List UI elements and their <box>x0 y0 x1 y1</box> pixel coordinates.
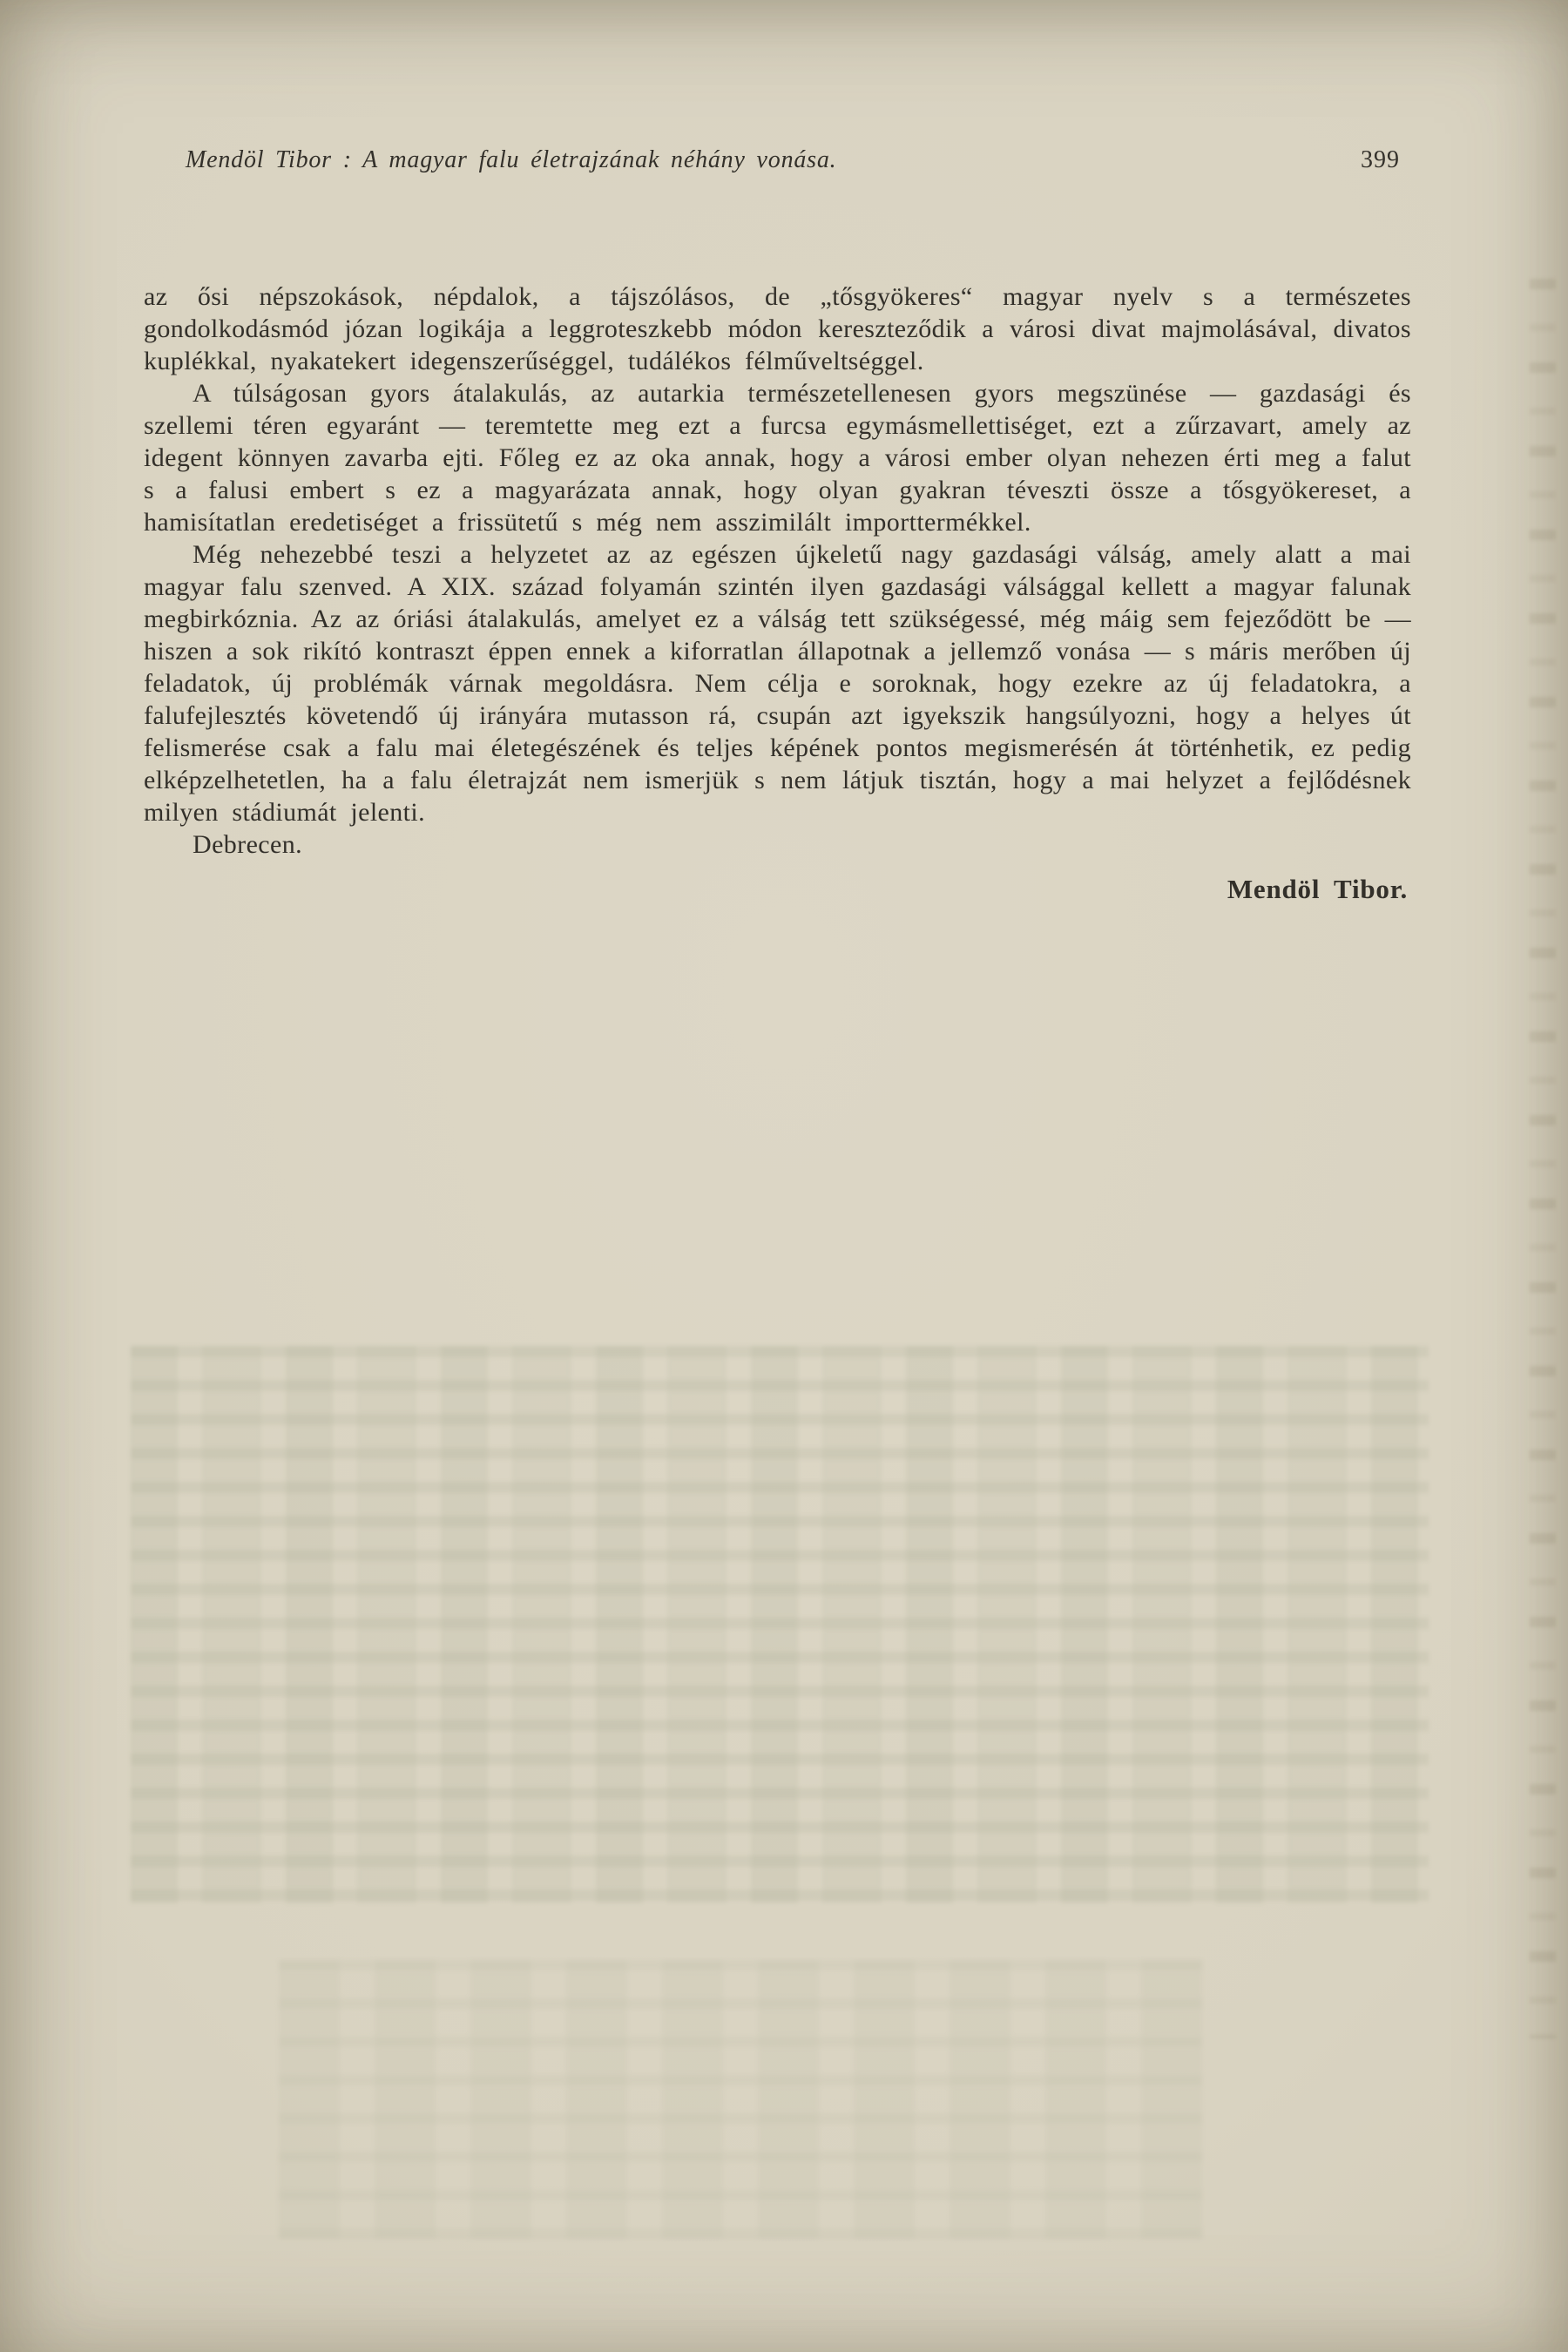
paragraph: az ősi népszokások, népdalok, a tájszólásos, de „tősgyökeres“ magyar nyelv s a természetes gondolkodásmód józan logikája a leggroteszkebb módon kereszteződik a városi divat majmolásával, divatos kuplékkal, nyakatekert idegenszerűséggel, tudálékos félműveltséggel. <box>144 282 1411 375</box>
paragraph: A túlságosan gyors átalakulás, az autarkia természetellenesen gyors megszünése — gazdasági és szellemi téren egyaránt — teremtette meg ezt a furcsa egymásmellettiséget, ezt a zűrzavart, amely az idegent könnyen zavarba ejti. Főleg ez az oka annak, hogy a városi ember olyan nehezen érti meg a falut s a falusi embert s ez a magyarázata annak, hogy olyan gyakran téveszti össze a tősgyökereset, a hamisítatlan eredetiséget a frissütetű s még nem asszimilált importtermékkel. <box>144 379 1411 537</box>
body-text-block <box>144 280 1411 932</box>
reverse-side-bleedthrough-texture <box>131 1346 1429 1903</box>
running-head <box>144 146 1407 181</box>
author-signature: Mendöl Tibor. <box>1227 874 1408 904</box>
running-head-title: Mendöl Tibor : A magyar falu életrajzának néhány vonása. <box>186 146 837 173</box>
paragraph-dateline: Debrecen. <box>193 830 303 859</box>
page-number: 399 <box>1361 146 1400 173</box>
paragraph: Még nehezebbé teszi a helyzetet az az egészen újkeletű nagy gazdasági válság, amely alatt a mai magyar falu szenved. A XIX. század folyamán szintén ilyen gazdasági válsággal kellett a magyar falunak megbirkóznia. Az az óriási átalakulás, amelyet ez a válság tett szükségessé, még máig sem fejeződött be — hiszen a sok rikító kontraszt éppen ennek a kiforratlan állapotnak a jellemző vonása — s máris merőben új feladatok, új problémák várnak megoldásra. Nem célja e soroknak, hogy ezekre az új feladatokra, a falufejlesztés követendő új irányára mutasson rá, csupán azt igyekszik hangsúlyozni, hogy a helyes út felismerése csak a falu mai életegészének és teljes képének pontos megismerésén át történhetik, ez pedig elképzelhetetlen, ha a falu életrajzát nem ismerjük s nem látjuk tisztán, hogy a mai helyzet a fejlődésnek milyen stádiumát jelenti. <box>144 540 1411 827</box>
page-edge-smudges <box>1530 279 1556 2038</box>
reverse-side-bleedthrough-texture-lower <box>279 1960 1202 2239</box>
